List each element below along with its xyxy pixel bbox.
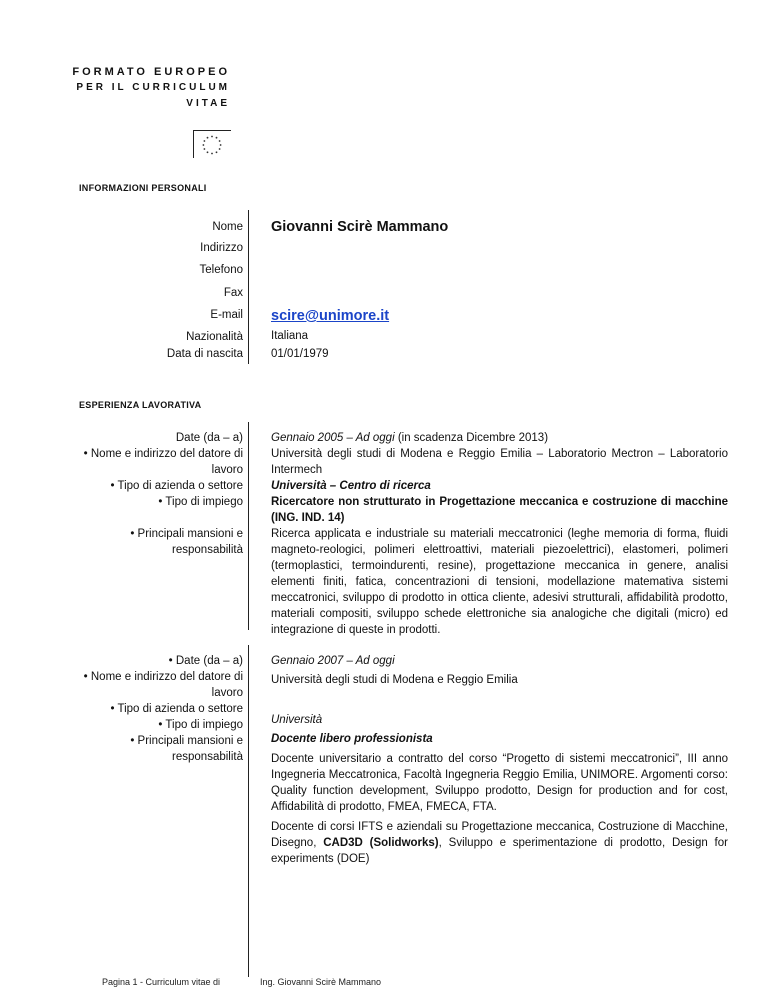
- email-link[interactable]: scire@unimore.it: [271, 308, 390, 324]
- job1-label-duties: • Principali mansioni e responsabilità: [130, 528, 243, 556]
- job2-label-type: • Tipo di impiego: [158, 719, 243, 731]
- title-line-1: FORMATO EUROPEO: [72, 66, 230, 78]
- job1-content: [271, 430, 728, 638]
- eu-flag-icon: [193, 130, 231, 158]
- job1-dates: Gennaio 2005 – Ad oggi (in scadenza Dicembre 2013): [271, 432, 549, 444]
- job2-duties-1: Docente universitario a contratto del corso “Progetto di sistemi meccatronici”, III anno Ingegneria Meccatronica, Facoltà Ingegneria Reggio Emilia, UNIMORE. Argomenti corso: Quality function development, Sviluppo prodotto, Design for production and for cost, Affidabilità di prodotto, FMEA, FMECA, FTA.: [271, 753, 728, 813]
- job1-labels: [0, 430, 243, 558]
- job2-label-duties: • Principali mansioni e responsabilità: [130, 735, 243, 763]
- job1-divider: [248, 422, 249, 630]
- job1-type: Ricercatore non strutturato in Progettazione meccanica e costruzione di macchine (ING. IND. 14): [271, 496, 728, 524]
- job1-duties: Ricerca applicata e industriale su materiali meccatronici (leghe memoria di forma, fluidi magneto-reologici, polimeri elettroattivi, materiali piezoelettrici), elastomeri, polimeri (termoplastici, termoindurenti, resine), progettazione meccanica in genere, analisi elementi finiti, fatica, concentrazioni di tensioni, modellazione matemativa sistemi meccatronici, sviluppo di prodotto in ottica cliente, adesivi strutturali, affidabilità prodotto, materiali compositi, sviluppo schede elettroniche sia analogiche che digitali (micro) ed integrazione di queste in prodotti.: [271, 528, 728, 636]
- job2-label-sector: • Tipo di azienda o settore: [110, 703, 243, 715]
- label-address: Indirizzo: [200, 242, 243, 254]
- title-line-2: PER IL CURRICULUM: [76, 82, 230, 93]
- job2-type: Docente libero professionista: [271, 733, 433, 745]
- job2-duties-2: Docente di corsi IFTS e aziendali su Progettazione meccanica, Costruzione di Macchine, Disegno, CAD3D (Solidworks), Sviluppo e sperimentazione di prodotto, Design for experiments (DOE): [271, 821, 728, 865]
- name-value: Giovanni Scirè Mammano: [271, 219, 449, 235]
- job2-label-employer: • Nome e indirizzo del datore di lavoro: [83, 671, 243, 699]
- job1-employer: Università degli studi di Modena e Reggio Emilia – Laboratorio Mectron – Laboratorio Intermech: [271, 448, 728, 476]
- job1-label-employer: • Nome e indirizzo del datore di lavoro: [83, 448, 243, 476]
- job1-label-sector: • Tipo di azienda o settore: [110, 480, 243, 492]
- footer-author: Ing. Giovanni Scirè Mammano: [260, 977, 382, 987]
- birth-value: 01/01/1979: [271, 348, 329, 360]
- job1-label-dates: Date (da – a): [175, 432, 243, 444]
- label-email: E-mail: [210, 309, 243, 321]
- job2-label-dates: • Date (da – a): [168, 655, 243, 667]
- job1-label-type: • Tipo di impiego: [158, 496, 243, 508]
- title-line-3: VITAE: [186, 98, 230, 109]
- nationality-value: Italiana: [271, 330, 309, 342]
- label-birth: Data di nascita: [166, 348, 243, 360]
- job2-sector: Università: [271, 714, 323, 726]
- section-work-experience: ESPERIENZA LAVORATIVA: [79, 400, 202, 410]
- label-name: Nome: [212, 221, 243, 233]
- job2-content: [271, 653, 728, 867]
- job2-divider: [248, 645, 249, 977]
- footer-page-label: Pagina 1 - Curriculum vitae di: [102, 977, 221, 987]
- job1-sector: Università – Centro di ricerca: [271, 480, 431, 492]
- label-nationality: Nazionalità: [186, 331, 243, 343]
- label-phone: Telefono: [199, 264, 243, 276]
- job2-labels: [0, 653, 243, 765]
- section-personal-info: INFORMAZIONI PERSONALI: [79, 183, 207, 193]
- job2-employer: Università degli studi di Modena e Reggio Emilia: [271, 674, 518, 686]
- job2-dates: Gennaio 2007 – Ad oggi: [271, 655, 395, 667]
- personal-divider: [248, 210, 249, 364]
- label-fax: Fax: [223, 287, 243, 299]
